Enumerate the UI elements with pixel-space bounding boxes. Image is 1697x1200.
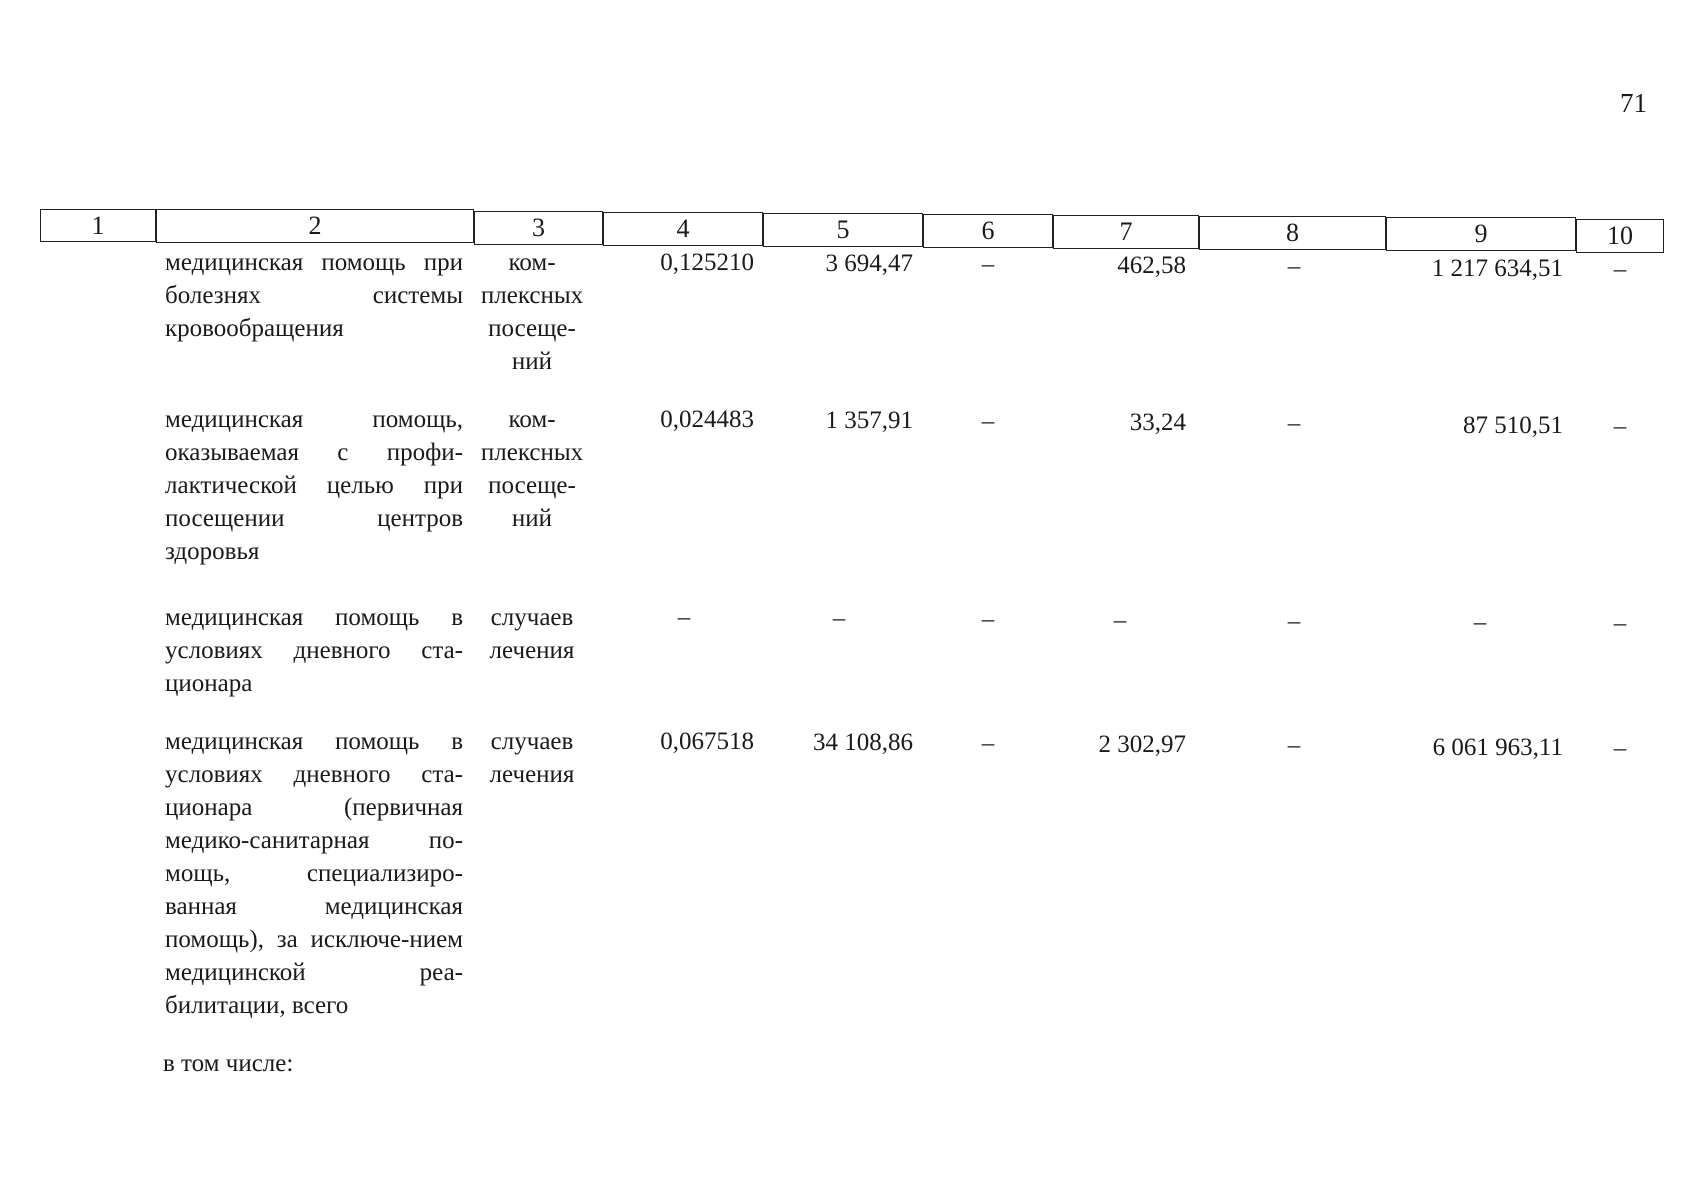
row-col5: 3 694,47 [825,250,913,277]
row-col9: 1 217 634,51 [1431,255,1563,282]
footer-note: в том числе: [163,1050,294,1077]
header-cell-1: 1 [40,209,156,242]
header-cell-9: 9 [1386,217,1576,251]
row-description: медицинская помощь при болезнях системы кровообращения [165,249,463,342]
header-cell-6: 6 [923,214,1053,248]
row-col4: 0,067518 [660,728,754,755]
row-col4: 0,024483 [660,406,754,433]
row-col10: – [1613,735,1627,762]
row-col5: 1 357,91 [825,407,913,434]
row-col7: 462,58 [1117,252,1186,279]
row-col8: – [1287,410,1301,437]
row-unit: ком- плексных посеще- ний [480,249,584,375]
row-col8: – [1287,732,1301,759]
header-cell-7: 7 [1053,215,1199,249]
row-col9: – [1473,609,1487,636]
header-cell-8: 8 [1199,216,1386,250]
row-col8: – [1287,253,1301,280]
row-unit: случаев лечения [489,728,575,788]
row-col6: – [981,730,995,757]
header-cell-4: 4 [603,212,763,246]
row-description: медицинская помощь, оказываемая с профи-лактической целью при посещении центров здоровья [165,406,463,565]
row-col10: – [1613,256,1627,283]
row-unit: случаев лечения [489,604,575,664]
row-col7: – [1113,607,1127,634]
header-cell-2: 2 [156,209,474,243]
row-unit: ком- плексных посеще- ний [480,406,584,532]
row-col10: – [1613,413,1627,440]
row-col8: – [1287,608,1301,635]
row-col7: 2 302,97 [1098,731,1186,758]
row-col4: – [677,604,691,631]
page-number: 71 [1620,88,1647,118]
row-description: медицинская помощь в условиях дневного ста-ционара (первичная медико-санитарная по-мощь, специализиро-ванная медицинская помощь), за исключе-нием медицинской реа-билитации, всего [165,728,463,1019]
row-col6: – [981,606,995,633]
header-cell-3: 3 [474,211,603,245]
row-col9: 6 061 963,11 [1432,734,1563,761]
row-col6: – [981,408,995,435]
row-col5: – [832,605,846,632]
row-col7: 33,24 [1129,409,1186,436]
header-cell-10: 10 [1576,219,1664,253]
header-cell-5: 5 [763,213,923,247]
row-col5: 34 108,86 [813,729,913,756]
row-col10: – [1613,610,1627,637]
row-col6: – [981,251,995,278]
row-description: медицинская помощь в условиях дневного ста-ционара [165,604,463,697]
row-col9: 87 510,51 [1463,412,1563,439]
row-col4: 0,125210 [660,249,754,276]
